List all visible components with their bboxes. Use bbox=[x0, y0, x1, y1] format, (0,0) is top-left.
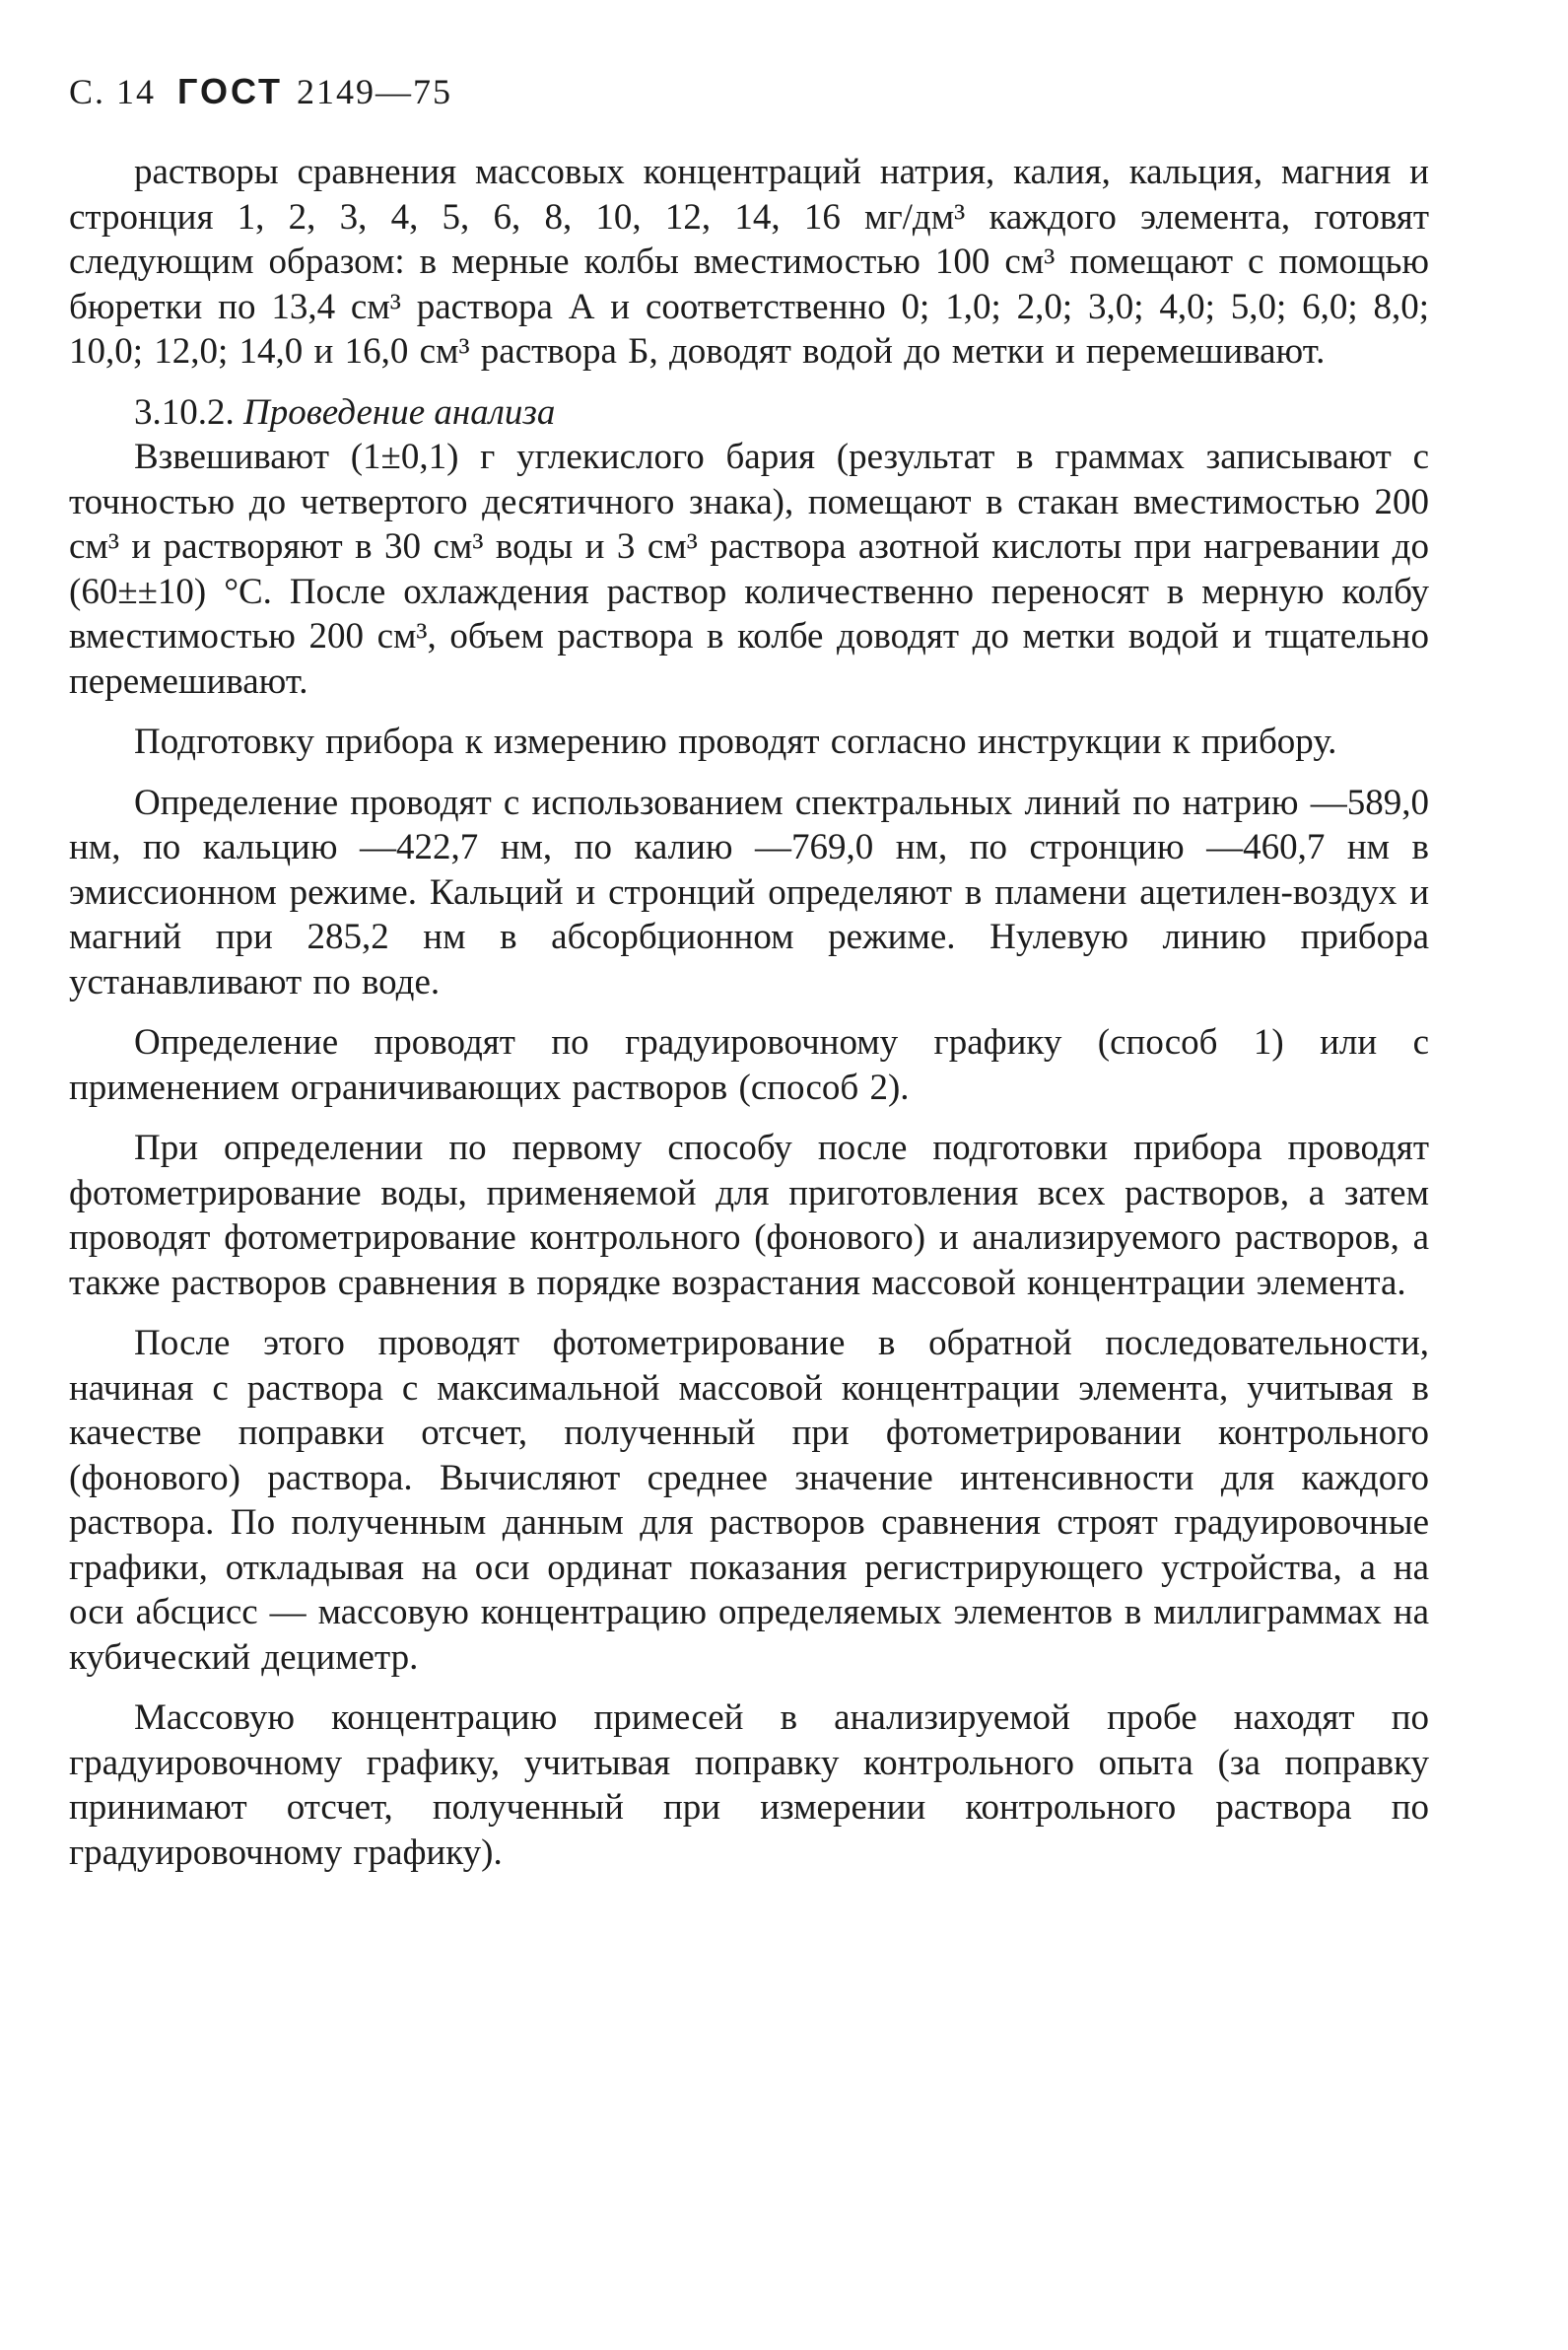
paragraph-instrument-prep: Подготовку прибора к измерению проводят согласно инструкции к прибору. bbox=[134, 722, 1337, 762]
paragraph-reverse-order: После этого проводят фотометрирование в обратной последовательности, начиная с раствора с максимальной массовой концентрации элемента, учитывая в качестве поправки отсчет, полученный при фотометрировании контрольного (фонового) раствора. Вычисляют среднее значение интенсивности для каждого раствора. По полученным данным для растворов сравнения строят градуировочные графики, откладывая на оси ординат показания регистрирующего устройства, а на оси абсцисс — массовую концентрацию определяемых элементов в миллиграммах на кубический дециметр. bbox=[69, 1323, 1429, 1678]
page-number: С. 14 bbox=[69, 72, 157, 111]
paragraph-weighing: Взвешивают (1±0,1) г углекислого бария (результат в граммах записывают с точностью до четвертого десятичного знака), помещают в стакан вместимостью 200 см³ и растворяют в 30 см³ воды и 3 см³ раствора азотной кислоты при нагревании до (60±±10) °С. После охлаждения раствор количественно переносят в мерную колбу вместимостью 200 см³, объем раствора в колбе доводят до метки водой и тщательно перемешивают. bbox=[69, 437, 1429, 702]
paragraph-impurity-concentration: Массовую концентрацию примесей в анализируемой пробе находят по градуировочному графику, учитывая поправку контрольного опыта (за поправку принимают отсчет, полученный при измерении контрольного раствора по градуировочному графику). bbox=[69, 1697, 1429, 1873]
paragraph-method-one: При определении по первому способу после подготовки прибора проводят фотометрирование воды, применяемой для приготовления всех растворов, а затем проводят фотометрирование контрольного (фонового) и анализируемого растворов, а также растворов сравнения в порядке возрастания массовой концентрации элемента. bbox=[69, 1128, 1429, 1303]
standard-number: 2149—75 bbox=[297, 72, 453, 111]
section-number: 3.10.2. bbox=[134, 391, 235, 433]
section-title: Проведение анализа bbox=[243, 391, 556, 433]
section-heading bbox=[69, 390, 1429, 436]
page-header bbox=[69, 71, 1429, 114]
paragraph-methods: Определение проводят по градуировочному графику (способ 1) или с применением ограничивающих растворов (способ 2). bbox=[69, 1022, 1429, 1108]
paragraph-spectral-lines: Определение проводят с использованием спектральных линий по натрию —589,0 нм, по кальцию —422,7 нм, по калию —769,0 нм, по стронцию —460,7 нм в эмиссионном режиме. Кальций и стронций определяют в пламени ацетилен-воздух и магний при 285,2 нм в абсорбционном режиме. Нулевую линию прибора устанавливают по воде. bbox=[69, 782, 1429, 1002]
document-page bbox=[69, 71, 1429, 1875]
standard-label: ГОСТ bbox=[177, 71, 284, 111]
paragraph-reference-solutions: растворы сравнения массовых концентраций натрия, калия, кальция, магния и стронция 1, 2, 3, 4, 5, 6, 8, 10, 12, 14, 16 мг/дм³ каждого элемента, готовят следующим образом: в мерные колбы вместимостью 100 см³ помещают с помощью бюретки по 13,4 см³ раствора А и соответственно 0; 1,0; 2,0; 3,0; 4,0; 5,0; 6,0; 8,0; 10,0; 12,0; 14,0 и 16,0 см³ раствора Б, доводят водой до метки и перемешивают. bbox=[69, 152, 1429, 372]
